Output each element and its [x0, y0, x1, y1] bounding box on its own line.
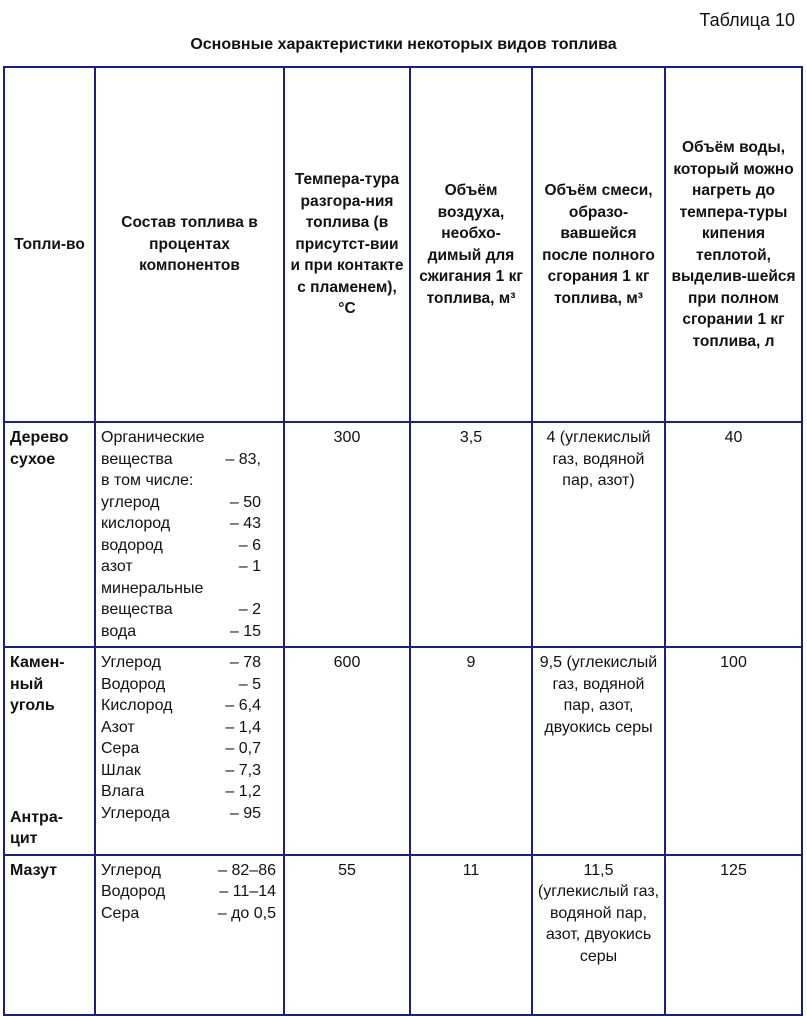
- composition-percent: – 78: [229, 654, 261, 671]
- composition-item: [101, 717, 261, 739]
- fuel-name-secondary: Антра-цит: [10, 808, 64, 847]
- air-volume: 9: [410, 647, 532, 855]
- fuel-composition: [95, 855, 284, 1015]
- composition-component: Сера: [101, 904, 140, 922]
- composition-percent: [203, 578, 261, 600]
- composition-percent: – 6: [238, 536, 261, 554]
- composition-percent: – 43: [229, 515, 261, 532]
- composition-item: [101, 535, 261, 557]
- composition-component: Влага: [101, 783, 145, 800]
- mixture-volume: 11,5 (углекислый газ, водяной пар, азот, двуокись серы: [532, 855, 665, 1015]
- air-volume: 11: [410, 855, 532, 1015]
- composition-percent: – 6,4: [225, 697, 261, 714]
- composition-percent: – 1: [238, 558, 261, 575]
- air-volume: 3,5: [410, 422, 532, 647]
- table-row: [4, 647, 802, 855]
- composition-component: Азот: [101, 718, 135, 736]
- table-header-row: [4, 67, 802, 422]
- composition-item: [101, 781, 261, 803]
- header-water-volume: Объём воды, который можно нагреть до темпера-туры кипения теплотой, выделив-шейся при полном сгорании 1 кг топлива, л: [665, 67, 802, 422]
- composition-component: Углерод: [101, 861, 161, 879]
- composition-percent: [193, 470, 261, 492]
- composition-component: азот: [101, 558, 133, 575]
- ignition-temperature: 300: [284, 422, 410, 647]
- composition-percent: – до 0,5: [217, 904, 276, 922]
- header-air-volume: Объём воздуха, необхо-димый для сжигания 1 кг топлива, м³: [410, 67, 532, 422]
- composition-percent: – 5: [238, 675, 261, 693]
- composition-percent: – 1,2: [225, 783, 261, 800]
- composition-component: Органические: [101, 429, 205, 446]
- water-volume: 100: [665, 647, 802, 855]
- water-volume: 40: [665, 422, 802, 647]
- composition-item: [101, 427, 261, 449]
- composition-item: [101, 760, 261, 782]
- composition-item: [101, 513, 261, 535]
- composition-component: Кислород: [101, 697, 173, 714]
- composition-percent: – 83,: [225, 450, 261, 468]
- table-row: [4, 855, 802, 1015]
- composition-item: [101, 449, 261, 471]
- fuel-name: Дерево сухое: [4, 422, 95, 647]
- ignition-temperature: 55: [284, 855, 410, 1015]
- composition-component: Водород: [101, 883, 166, 900]
- composition-item: [101, 492, 261, 514]
- composition-item: [101, 470, 261, 492]
- composition-item: [101, 652, 261, 674]
- composition-component: кислород: [101, 515, 171, 532]
- fuel-composition: [95, 422, 284, 647]
- composition-percent: – 0,7: [225, 740, 261, 757]
- mixture-volume: 4 (углекислый газ, водяной пар, азот): [532, 422, 665, 647]
- composition-item: [101, 695, 261, 717]
- header-ignition-temperature: Темпера-тура разгора-ния топлива (в присутст-вии и при контакте с пламенем), °С: [284, 67, 410, 422]
- header-mixture-volume: Объём смеси, образо-вавшейся после полного сгорания 1 кг топлива, м³: [532, 67, 665, 422]
- composition-item: [101, 738, 261, 760]
- composition-percent: – 95: [229, 804, 261, 822]
- composition-component: Шлак: [101, 761, 141, 779]
- composition-component: водород: [101, 536, 163, 554]
- composition-percent: – 50: [229, 493, 261, 511]
- composition-component: Углерода: [101, 804, 170, 822]
- composition-percent: – 15: [229, 622, 261, 640]
- composition-percent: – 1,4: [225, 718, 261, 736]
- composition-item: [101, 860, 276, 882]
- composition-component: Углерод: [101, 654, 161, 671]
- composition-item: [101, 803, 261, 825]
- composition-item: [101, 881, 276, 903]
- composition-item: [101, 621, 261, 643]
- composition-percent: – 11–14: [219, 883, 276, 900]
- composition-percent: – 7,3: [225, 761, 261, 779]
- table-number-label: Таблица 10: [699, 10, 795, 30]
- composition-component: Сера: [101, 740, 140, 757]
- table-caption: Основные характеристики некоторых видов топлива: [190, 36, 617, 53]
- composition-item: [101, 599, 261, 621]
- composition-component: углерод: [101, 493, 160, 511]
- fuel-name-cell: [4, 647, 95, 855]
- fuel-composition: [95, 647, 284, 855]
- water-volume: 125: [665, 855, 802, 1015]
- composition-percent: – 2: [238, 601, 261, 618]
- composition-component: в том числе:: [101, 472, 194, 489]
- composition-item: [101, 903, 276, 925]
- composition-component: вещества: [101, 450, 173, 468]
- fuel-name: Мазут: [4, 855, 95, 1015]
- header-fuel: Топли-во: [4, 67, 95, 422]
- ignition-temperature: 600: [284, 647, 410, 855]
- composition-component: Водород: [101, 675, 166, 693]
- mixture-volume: 9,5 (углекислый газ, водяной пар, азот, двуокись серы: [532, 647, 665, 855]
- composition-component: вещества: [101, 601, 173, 618]
- composition-item: [101, 674, 261, 696]
- header-composition: Состав топлива в процентах компонентов: [95, 67, 284, 422]
- composition-component: вода: [101, 622, 137, 640]
- fuel-characteristics-table: [3, 66, 803, 1016]
- composition-component: минеральные: [101, 579, 204, 597]
- composition-item: [101, 578, 261, 600]
- composition-percent: [205, 427, 261, 449]
- composition-percent: – 82–86: [218, 861, 276, 879]
- table-row: [4, 422, 802, 647]
- composition-item: [101, 556, 261, 578]
- fuel-name: Камен-ный уголь: [10, 654, 65, 714]
